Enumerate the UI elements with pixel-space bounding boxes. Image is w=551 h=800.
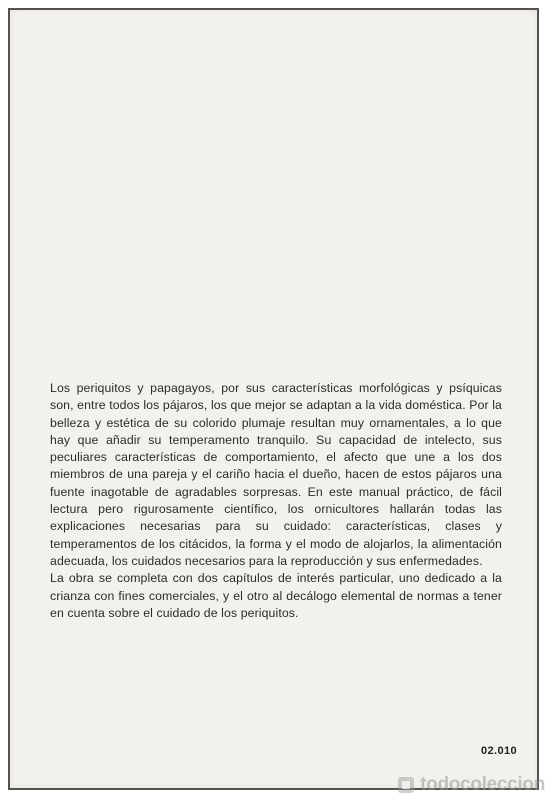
blurb-paragraph-2: La obra se completa con dos capítulos de interés particular, uno dedicado a la crianza con fines comerciales, y el otro al decálogo elemental de normas a tener en cuenta sobre el cuidado de los periquitos. [50,571,502,620]
catalog-code: 02.010 [480,745,517,757]
watermark [396,774,545,796]
watermark-text: todocoleccion [420,774,545,795]
blurb-text [50,380,502,622]
stamp-icon [396,775,416,795]
blurb-paragraph-1: Los periquitos y papagayos, por sus características morfológicas y psíquicas son, entre todos los pájaros, los que mejor se adaptan a la vida doméstica. Por la belleza y estética de su colorido plumaje resultan muy ornamentales, a lo que hay que añadir su temperamento tranquilo. Su capacidad de intelecto, sus peculiares características de comportamiento, el afecto que une a los dos miembros de una pareja y el cariño hacia el dueño, hacen de estos pájaros una fuente inagotable de agradables sorpresas. En este manual práctico, de fácil lectura pero rigurosamente científico, los ornicultores hallarán todas las explicaciones necesarias para su cuidado: características, clases y temperamentos de los citácidos, la forma y el modo de alojarlos, la alimentación adecuada, los cuidados necesarios para la reproducción y sus enfermedades. [50,381,502,568]
